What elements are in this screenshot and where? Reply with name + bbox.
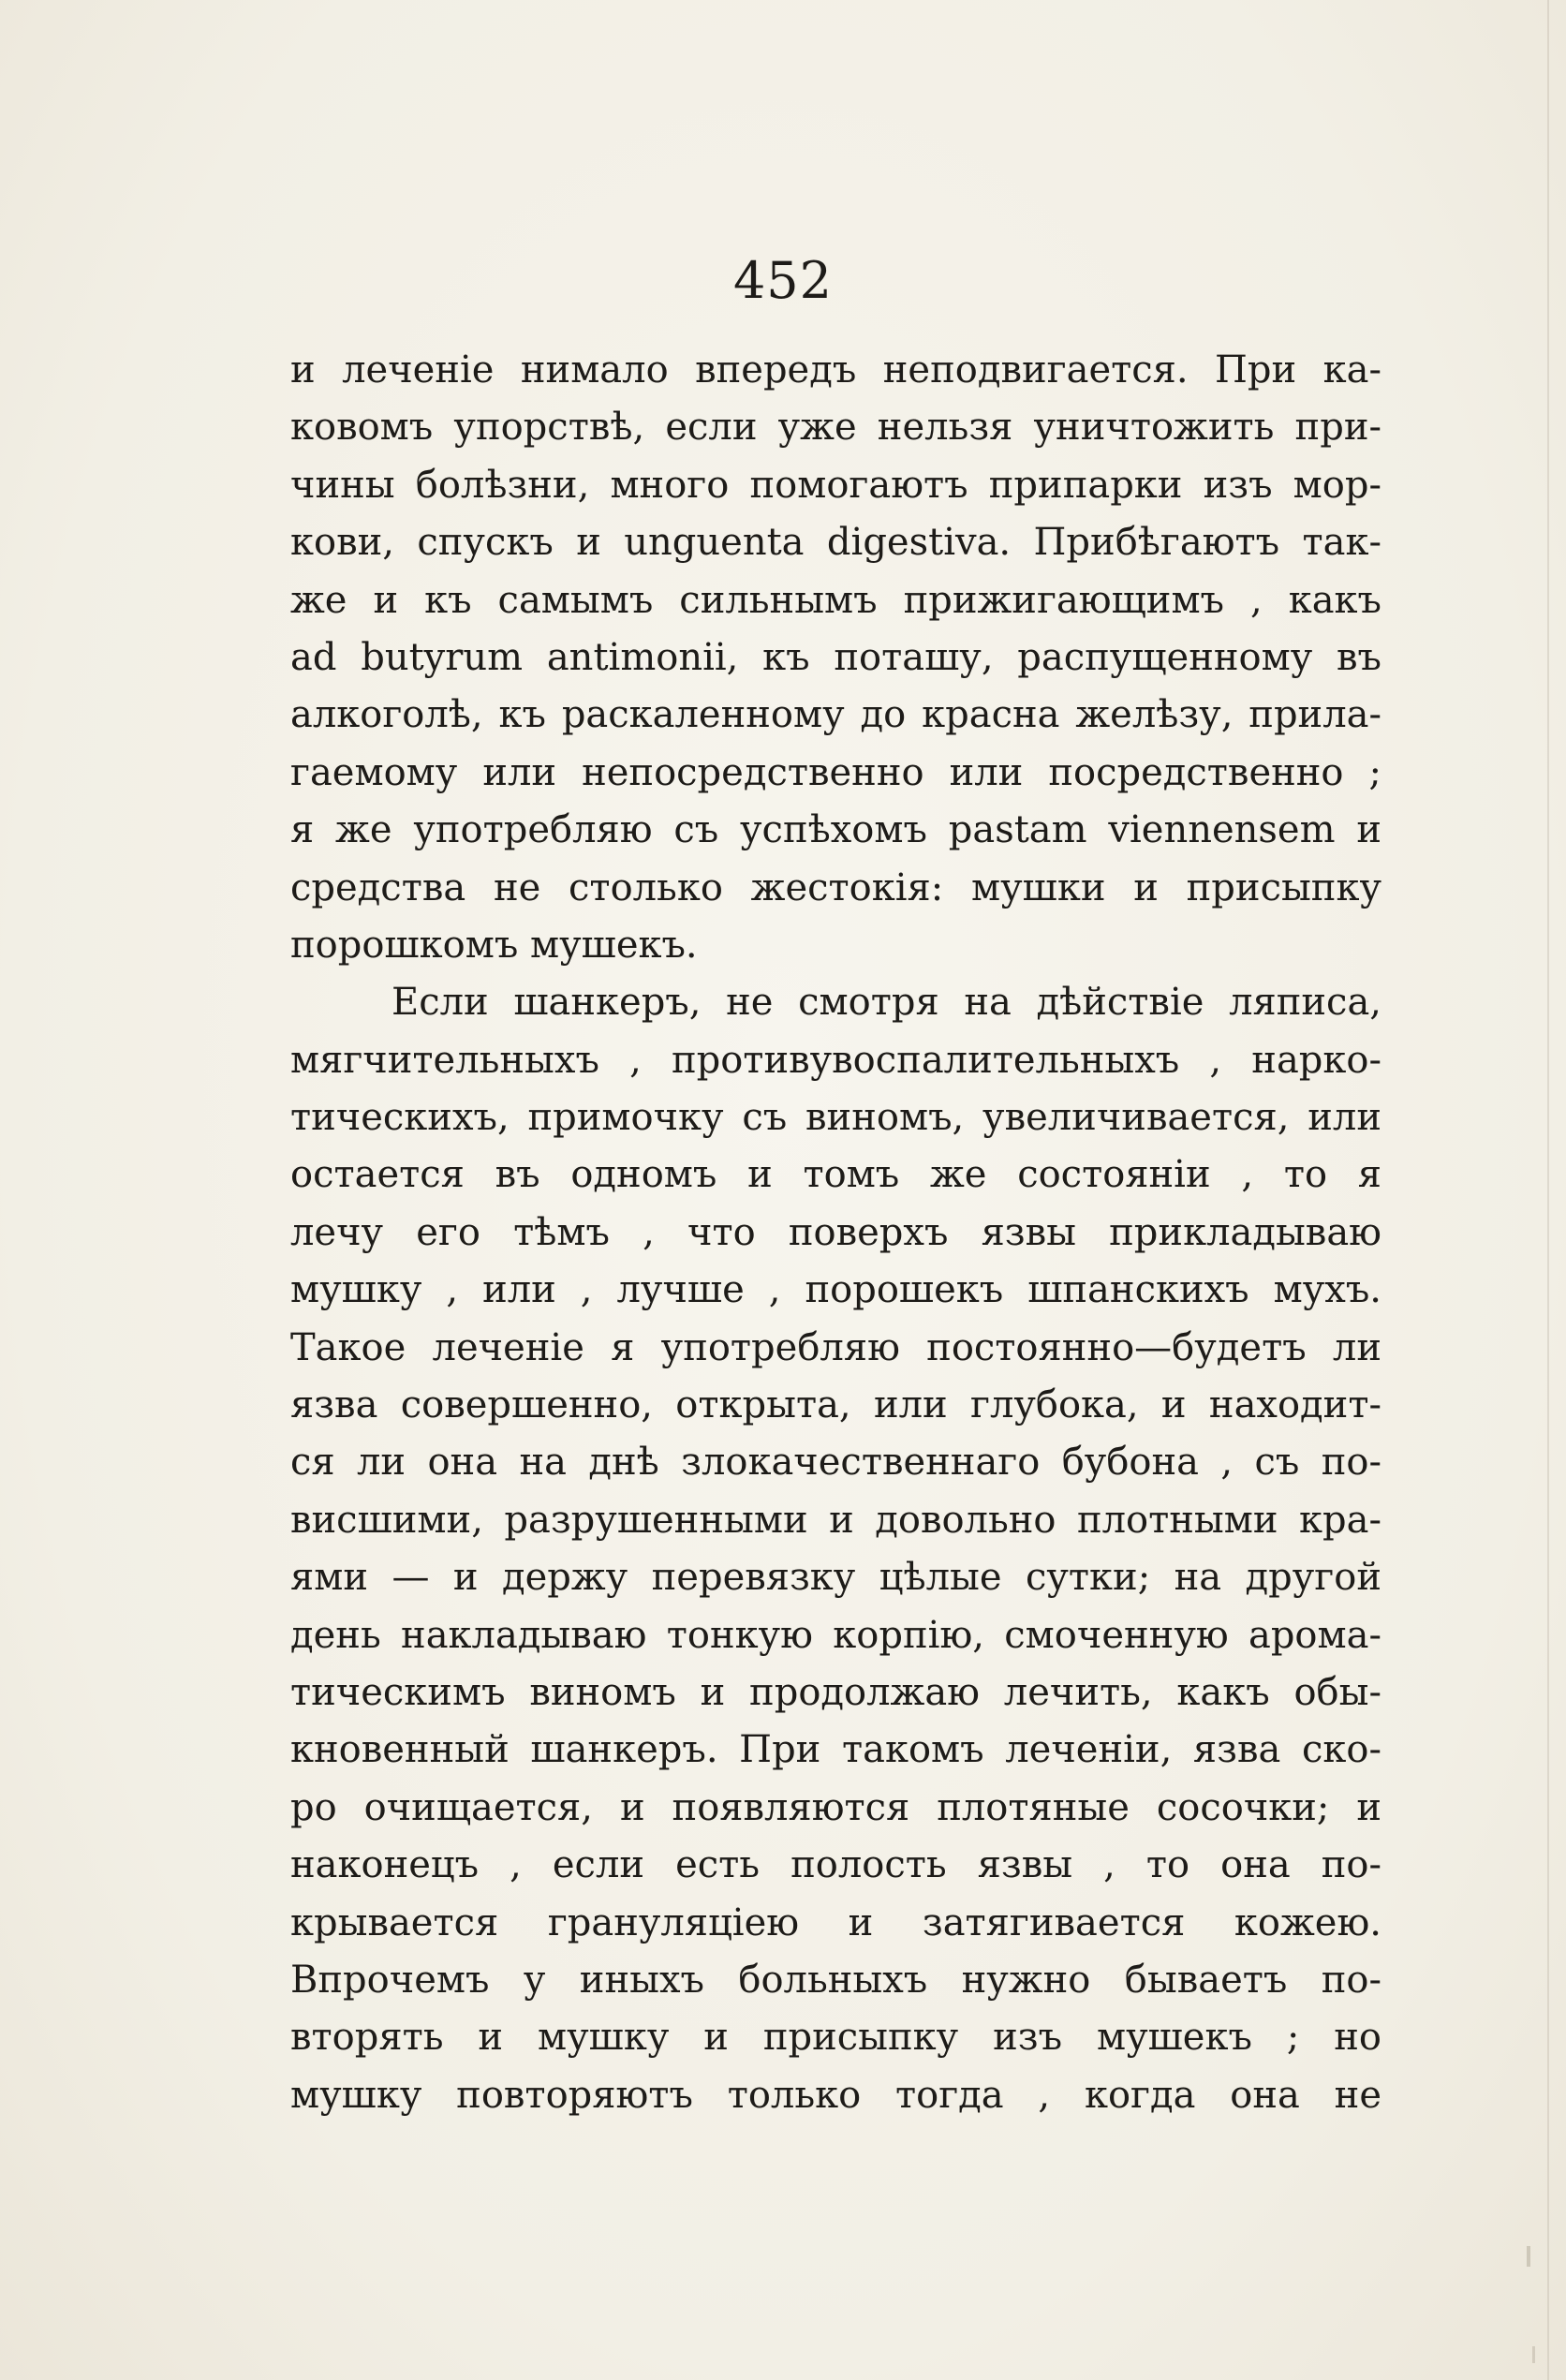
text-line: наконецъ , если есть полость язвы , то она по- <box>290 1843 1381 1887</box>
margin-speck <box>1532 2346 1535 2363</box>
text-line: чины болѣзни, много помогаютъ припарки изъ мор- <box>290 463 1381 507</box>
text-line: мягчительныхъ , противувоспалительныхъ , нарко- <box>290 1038 1381 1082</box>
text-line: Такое леченіе я употребляю постоянно—будетъ ли <box>290 1325 1381 1369</box>
body-text <box>290 342 1381 2124</box>
text-line: вторять и мушку и присыпку изъ мушекъ ; но <box>290 2016 1381 2060</box>
text-line: тическихъ, примочку съ виномъ, увеличивается, или <box>290 1096 1381 1140</box>
text-line: кови, спускъ и unguenta digestiva. Прибѣгаютъ так- <box>290 521 1381 565</box>
text-line: лечу его тѣмъ , что поверхъ язвы прикладываю <box>290 1210 1381 1254</box>
text-line: язва совершенно, открыта, или глубока, и находит- <box>290 1383 1381 1427</box>
text-line: тическимъ виномъ и продолжаю лечить, какъ обы- <box>290 1670 1381 1714</box>
text-line: ся ли она на днѣ злокачественнаго бубона , съ по- <box>290 1441 1381 1485</box>
text-line: гаемому или непосредственно или посредственно ; <box>290 750 1381 794</box>
text-line: ad butyrum antimonii, къ поташу, распущенному въ <box>290 635 1381 679</box>
text-line: висшими, разрушенными и довольно плотными кра- <box>290 1498 1381 1542</box>
text-line: средства не столько жестокія: мушки и присыпку <box>290 865 1381 909</box>
text-line: ковомъ упорствѣ, если уже нельзя уничтожить при- <box>290 406 1381 450</box>
text-line: Если шанкеръ, не смотря на дѣйствіе ляписа, <box>392 981 1381 1025</box>
scan-edge-mark <box>1547 0 1549 2380</box>
text-line: Впрочемъ у иныхъ больныхъ нужно бываетъ по- <box>290 1958 1381 2002</box>
text-line: и леченіе нимало впередъ неподвигается. При ка- <box>290 348 1381 392</box>
text-line: день накладываю тонкую корпію, смоченную арома- <box>290 1613 1381 1657</box>
text-line: кновенный шанкеръ. При такомъ леченіи, язва ско- <box>290 1728 1381 1772</box>
page-number: 452 <box>732 251 834 310</box>
text-line: же и къ самымъ сильнымъ прижигающимъ , какъ <box>290 578 1381 622</box>
text-line: я же употребляю съ успѣхомъ pastam viennensem и <box>290 808 1381 852</box>
text-line: ро очищается, и появляются плотяные сосочки; и <box>290 1785 1381 1829</box>
text-line: остается въ одномъ и томъ же состояніи , то я <box>290 1153 1381 1197</box>
text-line: порошкомъ мушекъ. <box>290 923 698 967</box>
text-line: крывается грануляціею и затягивается кожею. <box>290 1900 1381 1944</box>
text-line: мушку , или , лучше , порошекъ шпанскихъ мухъ. <box>290 1268 1381 1312</box>
text-line: алкоголѣ, къ раскаленному до красна желѣзу, прила- <box>290 693 1381 737</box>
text-line: мушку повторяютъ только тогда , когда она не <box>290 2073 1381 2117</box>
text-line: ями — и держу перевязку цѣлые сутки; на другой <box>290 1556 1381 1600</box>
margin-speck <box>1527 2246 1530 2267</box>
